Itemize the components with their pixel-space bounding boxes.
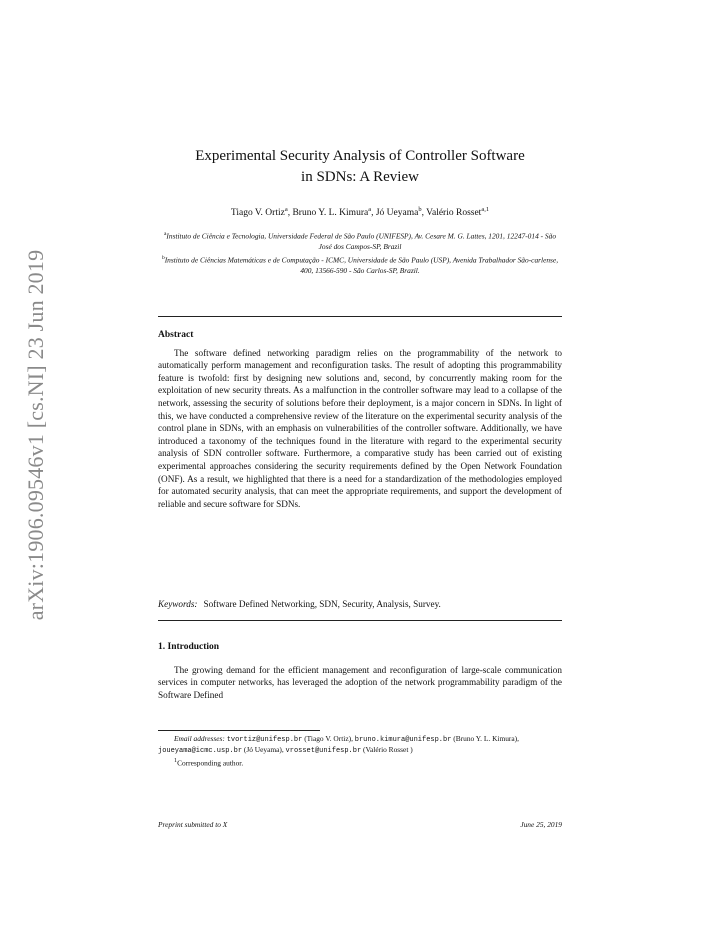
email-owner: (Jó Ueyama), (243, 745, 284, 755)
keywords (158, 599, 562, 609)
author-name: Bruno Y. L. Kimura (292, 208, 369, 219)
footnote-corresponding (158, 756, 562, 769)
abstract-section (158, 329, 562, 510)
email-owner: (Tiago V. Ortiz), (304, 734, 353, 743)
author-name: Tiago V. Ortiz (230, 208, 285, 219)
author-sup: a,1 (481, 206, 490, 213)
footnote-rule (158, 730, 320, 731)
footnote-emails (158, 734, 562, 756)
abstract-top-rule (158, 316, 562, 317)
email-label: Email addresses: (174, 734, 225, 743)
email-address[interactable]: tvortiz@unifesp.br (226, 736, 303, 744)
abstract-heading: Abstract (158, 330, 194, 340)
author-sup: a (284, 206, 288, 213)
footnote-mark: 1 (174, 758, 178, 765)
keywords-label: Keywords: (158, 599, 198, 609)
abstract-text: The software defined networking paradigm relies on the programmability of the network to automatically perform management and reconfiguration tasks. The result of adopting this programmability feature is twofold: first by designing new solutions and, second, by concurrently making room for the exploitation of new security threats. As a malfunction in the controller software may lead to a collapse of the network, assessing the security of solutions before their deployment, is a major concern in SDNs. In light of this, we have conducted a comprehensive review of the literature on the experimental security analysis of the control plane in SDNs, with an emphasis on vulnerabilities of the controller software. Additionally, we have introduced a taxonomy of the techniques found in the literature with regard to the experimental security analysis of SDN controller software. Furthermore, a comparative study has been carried out of existing experimental approaches considering the security requirements defined by the Open Network Foundation (ONF). As a result, we highlighted that there is a need for a standardization of the methodologies employed for automated security analysis, that can meet the appropriate requirements, and support the development of reliable and secure software for SDNs. (158, 347, 562, 509)
arxiv-stamp: arXiv:1906.09546v1 [cs.NI] 23 Jun 2019 (23, 249, 48, 621)
footnotes (158, 734, 562, 769)
intro-text: The growing demand for the efficient management and reconfiguration of large-scale communication services in computer networks, has leveraged the adoption of the network programmability paradigm of the Software Defined (158, 664, 562, 700)
email-address[interactable]: joueyama@icmc.usp.br (158, 747, 243, 756)
keywords-text: Software Defined Networking, SDN, Security, Analysis, Survey. (203, 599, 441, 609)
affiliations (158, 229, 562, 276)
affiliation-sup: b (161, 254, 165, 261)
affiliation-text: Instituto de Ciências Matemáticas e de Computação - ICMC, Universidade de São Paulo (USP), Avenida Trabalhador São-carlense, 400, 13566-590 - São Carlos-SP, Brazil. (164, 255, 559, 275)
intro-heading: 1. Introduction (158, 642, 220, 652)
author-sup: b (418, 206, 422, 213)
author-sup: a (368, 206, 372, 213)
author-name: Valério Rosset (426, 208, 482, 219)
paper-title (158, 146, 562, 188)
corresponding-text: Corresponding author. (177, 758, 244, 768)
affiliation-sup: a (163, 231, 167, 237)
author-name: Jó Ueyama (375, 208, 419, 219)
email-owner: (Valério Rosset ) (363, 745, 413, 755)
email-address[interactable]: vrosset@unifesp.br (285, 747, 362, 756)
email-address[interactable]: bruno.kimura@unifesp.br (354, 736, 452, 744)
affiliation-a (158, 229, 562, 253)
footer-date: June 25, 2019 (520, 820, 562, 829)
introduction-section (158, 641, 562, 701)
page-footer (158, 820, 562, 829)
email-owner: (Bruno Y. L. Kimura), (453, 734, 519, 743)
abstract-bottom-rule (158, 620, 562, 621)
title-line-2: in SDNs: A Review (301, 169, 419, 185)
title-line-1: Experimental Security Analysis of Controller Software (195, 148, 525, 164)
author-list: Tiago V. Ortiz$^a$, Bruno Y. L. Kimura$^a$, Jó Ueyama$^b$, Valério Rosset$^{a,1}$ (230, 206, 490, 219)
affiliation-text: Instituto de Ciência e Tecnologia, Universidade Federal de São Paulo (UNIFESP), Av. Cesare M. G. Lattes, 1201, 12247-014 - São José dos Campos-SP, Brazil (166, 231, 557, 252)
footer-preprint: Preprint submitted to X (158, 820, 228, 829)
affiliation-b (158, 253, 562, 277)
